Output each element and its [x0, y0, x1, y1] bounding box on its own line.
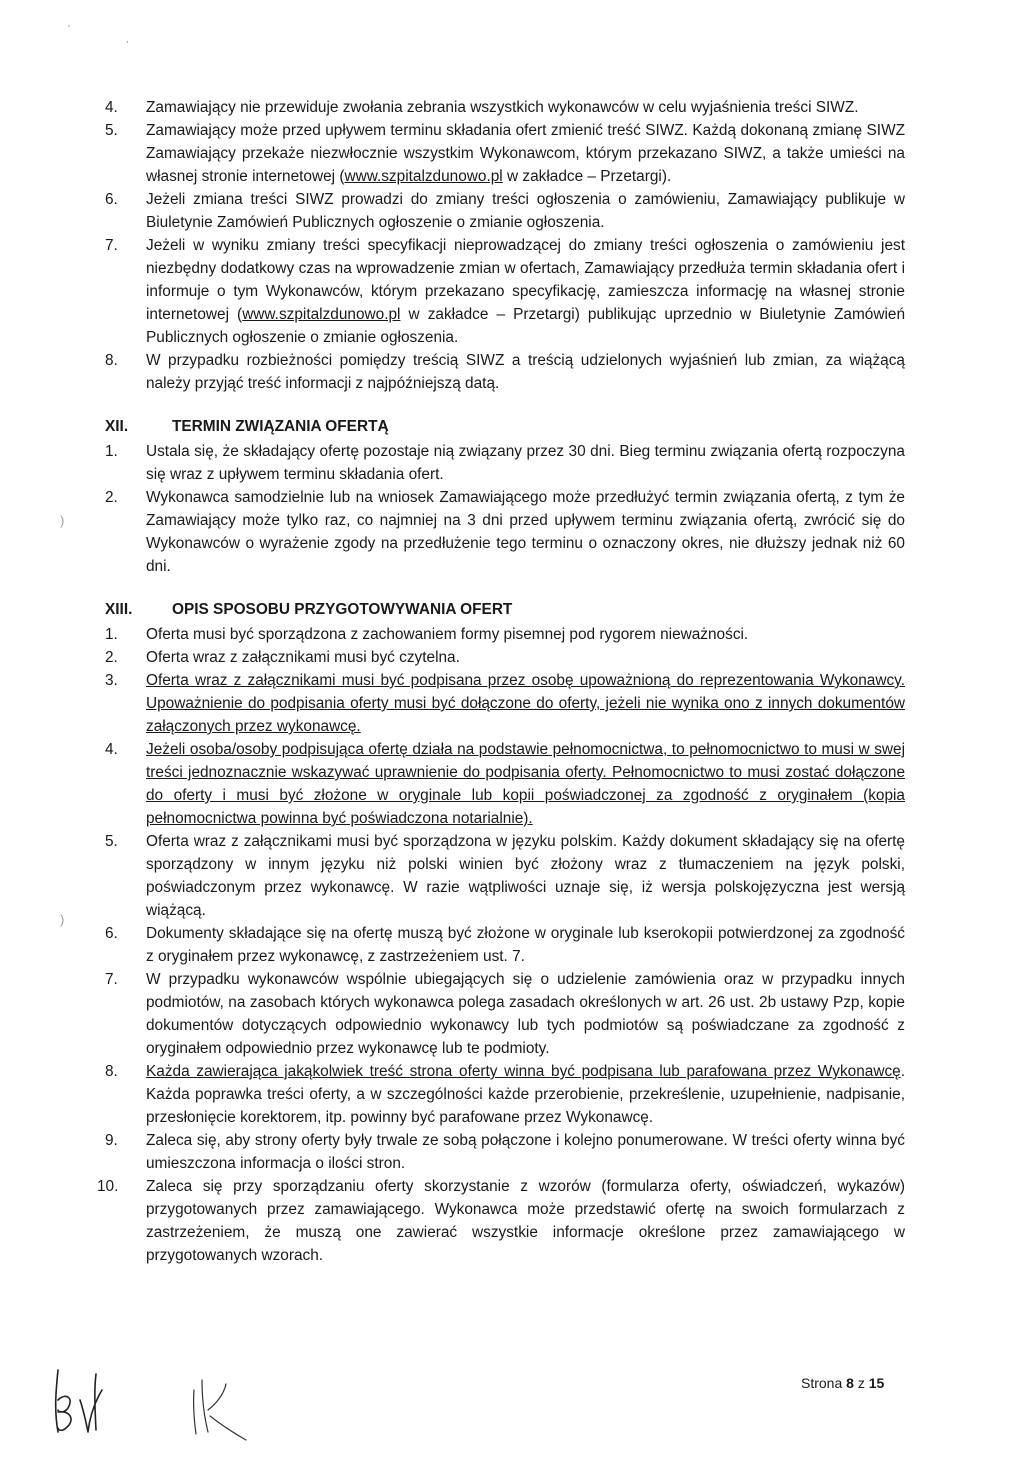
item-text: Oferta musi być sporządzona z zachowaniem formy pisemnej pod rygorem nieważności. [146, 626, 749, 643]
list-item [105, 1129, 905, 1175]
item-number: 5. [105, 833, 118, 850]
list-item [105, 188, 905, 234]
document-body [97, 96, 906, 1267]
section-heading [105, 415, 905, 438]
list-item [105, 486, 905, 578]
item-text: Jeżeli osoba/osoby podpisująca ofertę działa na podstawie pełnomocnictwa, to pełnomocnictwo to musi w swej treści jednoznacznie wskazywać uprawnienie do podpisania oferty. Pełnomocnictwo to musi zostać dołączone do oferty i musi być złożone w oryginale lub kopii poświadczonej za zgodność z oryginałem (kopia pełnomocnictwa powinna być poświadczona notarialnie). [146, 741, 905, 827]
list-item [105, 96, 905, 119]
section-number: XII. [105, 418, 129, 435]
item-text: W przypadku wykonawców wspólnie ubiegających się o udzielenie zamówienia oraz w przypadku innych podmiotów, na zasobach których wykonawca polega zasadach określonych w art. 26 ust. 2b ustawy Pzp, kopie dokumentów dotyczących odpowiednio wykonawcy lub tych podmiotów są poświadczane za zgodność z oryginałem odpowiednio przez wykonawcę lub te podmioty. [146, 971, 905, 1057]
website-link[interactable]: www.szpitalzdunowo.pl [344, 168, 503, 185]
item-text: Oferta wraz z załącznikami musi być podpisana przez osobę upoważnioną do reprezentowania Wykonawcy. Upoważnienie do podpisania oferty musi być dołączone do oferty, jeżeli nie wynika ono z innych dokumentów załączonych przez wykonawcę. [146, 672, 905, 735]
item-text: Zaleca się, aby strony oferty były trwale ze sobą połączone i kolejno ponumerowane. W treści oferty winna być umieszczona informacja o ilości stron. [146, 1132, 905, 1172]
item-text: Ustala się, że składający ofertę pozostaje nią związany przez 30 dni. Bieg terminu związania ofertą rozpoczyna się wraz z upływem terminu składania ofert. [146, 443, 905, 483]
list-item [105, 234, 905, 349]
page-label: Strona [801, 1375, 847, 1391]
item-number: 4. [105, 99, 118, 116]
item-text: Każda zawierająca jakąkolwiek treść strona oferty winna być podpisana lub parafowana przez Wykonawcę. Każda poprawka treści oferty, a w szczególności każde przerobienie, przekreślenie, uzupełnienie, nadpisanie, przesłonięcie korektorem, itp. powinny być parafowane przez Wykonawcę. [146, 1063, 905, 1126]
signature-initials-left [40, 1360, 120, 1440]
margin-mark: ) [60, 912, 65, 927]
item-number: 6. [105, 191, 118, 208]
section-title: OPIS SPOSOBU PRZYGOTOWYWANIA OFERT [172, 601, 513, 618]
list-item [105, 1060, 905, 1129]
item-text: W przypadku rozbieżności pomiędzy treścią SIWZ a treścią udzielonych wyjaśnień lub zmian, za wiążącą należy przyjąć treść informacji z najpóźniejszą datą. [146, 352, 905, 392]
item-number: 5. [105, 122, 118, 139]
scan-mark: ' [68, 24, 70, 35]
list-item [97, 1175, 905, 1267]
margin-mark: ) [60, 513, 65, 528]
list-item [105, 738, 905, 830]
page-current: 8 [846, 1375, 854, 1391]
item-text: Jeżeli zmiana treści SIWZ prowadzi do zmiany treści ogłoszenia o zamówieniu, Zamawiający publikuje w Biuletynie Zamówień Publicznych ogłoszenie o zmianie ogłoszenia. [146, 191, 905, 231]
item-number: 8. [105, 1063, 118, 1080]
item-text: Zamawiający nie przewiduje zwołania zebrania wszystkich wykonawców w celu wyjaśnienia treści SIWZ. [146, 99, 859, 116]
item-number: 1. [105, 626, 118, 643]
list-item [105, 119, 905, 188]
list-item [105, 830, 905, 922]
list-item [105, 349, 905, 395]
page-total: 15 [868, 1375, 885, 1391]
list-item [105, 623, 905, 646]
item-number: 4. [105, 741, 118, 758]
section-number: XIII. [105, 601, 133, 618]
item-number: 6. [105, 925, 118, 942]
item-text: Wykonawca samodzielnie lub na wniosek Zamawiającego może przedłużyć termin związania ofertą, z tym że Zamawiający może tylko raz, co najmniej na 3 dni przed upływem terminu związania ofertą, zwrócić się do Wykonawców o wyrażenie zgody na przedłużenie tego terminu o oznaczony okres, nie dłuższy jednak niż 60 dni. [146, 489, 905, 575]
signature-initials-center [180, 1370, 260, 1450]
scan-mark: , [126, 34, 129, 45]
list-item [105, 440, 905, 486]
list-item [105, 646, 905, 669]
item-text: Zamawiający może przed upływem terminu składania ofert zmienić treść SIWZ. Każdą dokonaną zmianę SIWZ Zamawiający przekaże niezwłocznie wszystkim Wykonawcom, którym przekazano SIWZ, a także umieści na własnej stronie internetowej (www.szpitalzdunowo.pl w zakładce – Przetargi). [146, 122, 905, 185]
item-text: Dokumenty składające się na ofertę muszą być złożone w oryginale lub kserokopii potwierdzonej za zgodność z oryginałem przez wykonawcę, z zastrzeżeniem ust. 7. [146, 925, 905, 965]
website-link[interactable]: www.szpitalzdunowo.pl [242, 306, 401, 323]
page-footer: Strona 8 z 15 [801, 1375, 885, 1391]
list-item [105, 968, 905, 1060]
item-text: Oferta wraz z załącznikami musi być czytelna. [146, 649, 460, 666]
item-text: Zaleca się przy sporządzaniu oferty skorzystanie z wzorów (formularza oferty, oświadczeń, wykazów) przygotowanych przez zamawiającego. Wykonawca może przedstawić ofertę na swoich formularzach z zastrzeżeniem, że muszą one zawierać wszystkie informacje określone przez zamawiającego w przygotowanych wzorach. [146, 1178, 905, 1264]
item-number: 8. [105, 352, 118, 369]
item-text: Oferta wraz z załącznikami musi być sporządzona w języku polskim. Każdy dokument składający się na ofertę sporządzony w innym języku niż polski winien być złożony wraz z tłumaczeniem na język polski, poświadczonym przez wykonawcę. W razie wątpliwości uznaje się, iż wersja polskojęzyczna jest wersją wiążącą. [146, 833, 905, 919]
item-number: 2. [105, 649, 118, 666]
item-number: 7. [105, 237, 118, 254]
item-number: 10. [97, 1178, 119, 1195]
item-number: 1. [105, 443, 118, 460]
section-heading [105, 598, 905, 621]
list-item [105, 922, 905, 968]
item-number: 9. [105, 1132, 118, 1149]
list-item [105, 669, 905, 738]
item-number: 7. [105, 971, 118, 988]
section-title: TERMIN ZWIĄZANIA OFERTĄ [172, 418, 389, 435]
item-number: 3. [105, 672, 118, 689]
item-number: 2. [105, 489, 118, 506]
item-text: Jeżeli w wyniku zmiany treści specyfikacji nieprowadzącej do zmiany treści ogłoszenia o zamówieniu jest niezbędny dodatkowy czas na wprowadzenie zmian w ofertach, Zamawiający przedłuża termin składania ofert i informuje o tym Wykonawców, którym przekazano specyfikację, zamieszcza informację na własnej stronie internetowej (www.szpitalzdunowo.pl w zakładce – Przetargi) publikując uprzednio w Biuletynie Zamówień Publicznych ogłoszenie o zmianie ogłoszenia. [146, 237, 906, 346]
